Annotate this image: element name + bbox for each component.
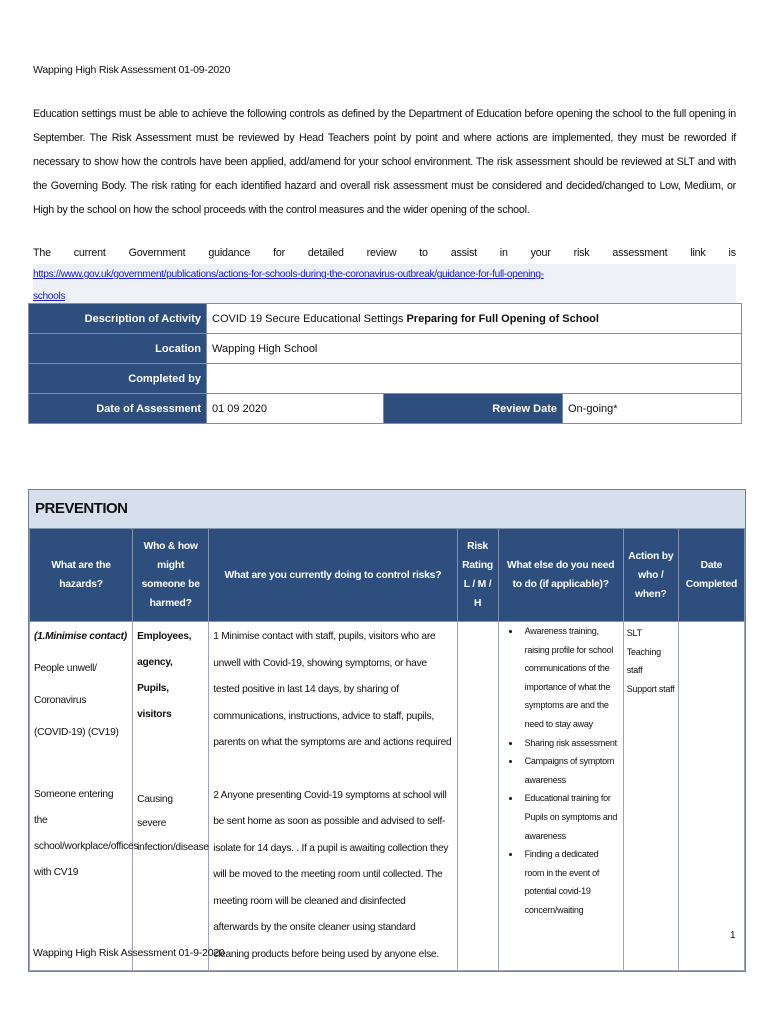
guidance-word: The: [33, 247, 51, 259]
guidance-word: guidance: [208, 247, 251, 259]
action-by-line: Teaching staff: [626, 646, 661, 676]
location-label: Location: [29, 334, 207, 364]
guidance-word: for: [273, 247, 285, 259]
guidance-sentence: [33, 242, 736, 264]
guidance-word: to: [419, 247, 428, 259]
list-item: • Awareness training, raising profile for school communications of the importance of what the symptoms are and the need to stay away: [521, 622, 619, 734]
col-header-who: Who & how might someone be harmed?: [133, 529, 209, 622]
col-header-risk: Risk Rating L / M / H: [457, 529, 498, 622]
list-item: • Sharing risk assessment: [521, 734, 619, 753]
action-by-line: SLT: [626, 628, 642, 638]
page-number: 1: [730, 930, 736, 941]
prevention-header-row: [30, 529, 745, 622]
guidance-word: review: [366, 247, 397, 259]
activity-label: Description of Activity: [29, 304, 207, 334]
further-actions-cell: [498, 622, 623, 971]
page-footer: Wapping High Risk Assessment 01-9-2020: [33, 947, 225, 959]
hazard-title: (1.Minimise contact): [34, 631, 127, 642]
hazard-line: school/workplace/offices: [34, 841, 139, 852]
guidance-word: is: [728, 247, 736, 259]
guidance-link[interactable]: https://www.gov.uk/government/publications/actions-for-schools-during-the-coronavirus-outbreak/guidance-for-full-opening-schools: [33, 264, 736, 308]
col-header-hazards: What are the hazards?: [30, 529, 133, 622]
guidance-word: Government: [128, 247, 186, 259]
guidance-word: risk: [573, 247, 590, 259]
prevention-section: [28, 489, 746, 972]
col-header-action: Action by who / when?: [623, 529, 678, 622]
activity-row: [29, 304, 742, 334]
who-harmed-bold: Employees, agency, Pupils, visitors: [137, 631, 192, 720]
intro-paragraph: Education settings must be able to achieve the following controls as defined by the Department of Education before opening the school to the full opening in September. The Risk Assessment must be reviewed by Head Teachers point by point and where actions are implemented, they must be reworded if necessary to show how the controls have been applied, add/amend for your school environment. The risk assessment should be reviewed at SLT and with the Governing Body. The risk rating for each identified hazard and overall risk assessment must be considered and decided/changed to Low, Medium, or High by the school on how the school proceeds with the control measures and the wider opening of the school.: [33, 108, 736, 216]
activity-value: [207, 304, 742, 334]
col-header-else: What else do you need to do (if applicable)?: [498, 529, 623, 622]
control-2: 2 Anyone presenting Covid-19 symptoms at school will be sent home as soon as possible and advised to self-isolate for 14 days. . If a pupil is awaiting collection they will be moved to the meeting room until collected. The meeting room will be cleaned and disinfected afterwards by the onsite cleaner using standard cleaning products before being used by anyone else.: [213, 789, 449, 960]
completed-row: [29, 364, 742, 394]
guidance-word: assessment: [612, 247, 668, 259]
guidance-word: current: [73, 247, 106, 259]
guidance-word: your: [530, 247, 551, 259]
hazard-cell: [30, 622, 139, 971]
review-date-label: Review Date: [384, 394, 563, 424]
hazard-line: Someone entering the: [34, 789, 114, 826]
date-value: 01 09 2020: [207, 394, 384, 424]
hazard-line: (COVID-19) (CV19): [34, 727, 119, 738]
completed-label: Completed by: [29, 364, 207, 394]
page-header: Wapping High Risk Assessment 01-09-2020: [33, 64, 231, 76]
guidance-word: assist: [450, 247, 477, 259]
completed-value: [207, 364, 742, 394]
hazard-line: Coronavirus: [34, 695, 87, 706]
location-value: Wapping High School: [207, 334, 742, 364]
date-row: [29, 394, 742, 424]
date-label: Date of Assessment: [29, 394, 207, 424]
guidance-word: in: [499, 247, 508, 259]
who-harmed-plain: Causing severe infection/disease: [137, 794, 209, 853]
activity-value-bold: Preparing for Full Opening of School: [406, 312, 599, 325]
activity-value-plain: COVID 19 Secure Educational Settings: [212, 312, 407, 325]
list-item: • Educational training for Pupils on symptoms and awareness: [521, 789, 619, 845]
activity-info-table: [28, 303, 742, 424]
list-item: • Campaigns of symptom awareness: [521, 752, 619, 789]
guidance-block: [33, 242, 736, 308]
prevention-title: PREVENTION: [29, 490, 745, 528]
action-by-line: Support staff: [626, 683, 675, 694]
review-date-value: On-going*: [563, 394, 742, 424]
further-actions-list: [505, 622, 619, 920]
hazard-line: People unwell/: [34, 663, 97, 674]
col-header-doing: What are you currently doing to control risks?: [209, 529, 457, 622]
guidance-word: detailed: [307, 247, 344, 259]
who-cell: [133, 622, 209, 971]
prevention-table: [29, 528, 745, 971]
current-controls-cell: [209, 622, 457, 971]
guidance-word: link: [690, 247, 706, 259]
hazard-line: with CV19: [34, 867, 79, 878]
action-by-cell: [623, 622, 678, 971]
date-completed-cell: [678, 622, 744, 971]
location-row: [29, 334, 742, 364]
list-item: • Finding a dedicated room in the event of potential covid-19 concern/waiting: [521, 845, 619, 919]
risk-rating-cell: [457, 622, 498, 971]
control-1: 1 Minimise contact with staff, pupils, visitors who are unwell with Covid-19, showing symptoms, or have tested positive in last 14 days, by sharing of communications, instructions, advice to staff, pupils, parents on what the symptoms are and actions required: [213, 631, 452, 748]
col-header-date: Date Completed: [678, 529, 744, 622]
table-row: [30, 622, 745, 971]
